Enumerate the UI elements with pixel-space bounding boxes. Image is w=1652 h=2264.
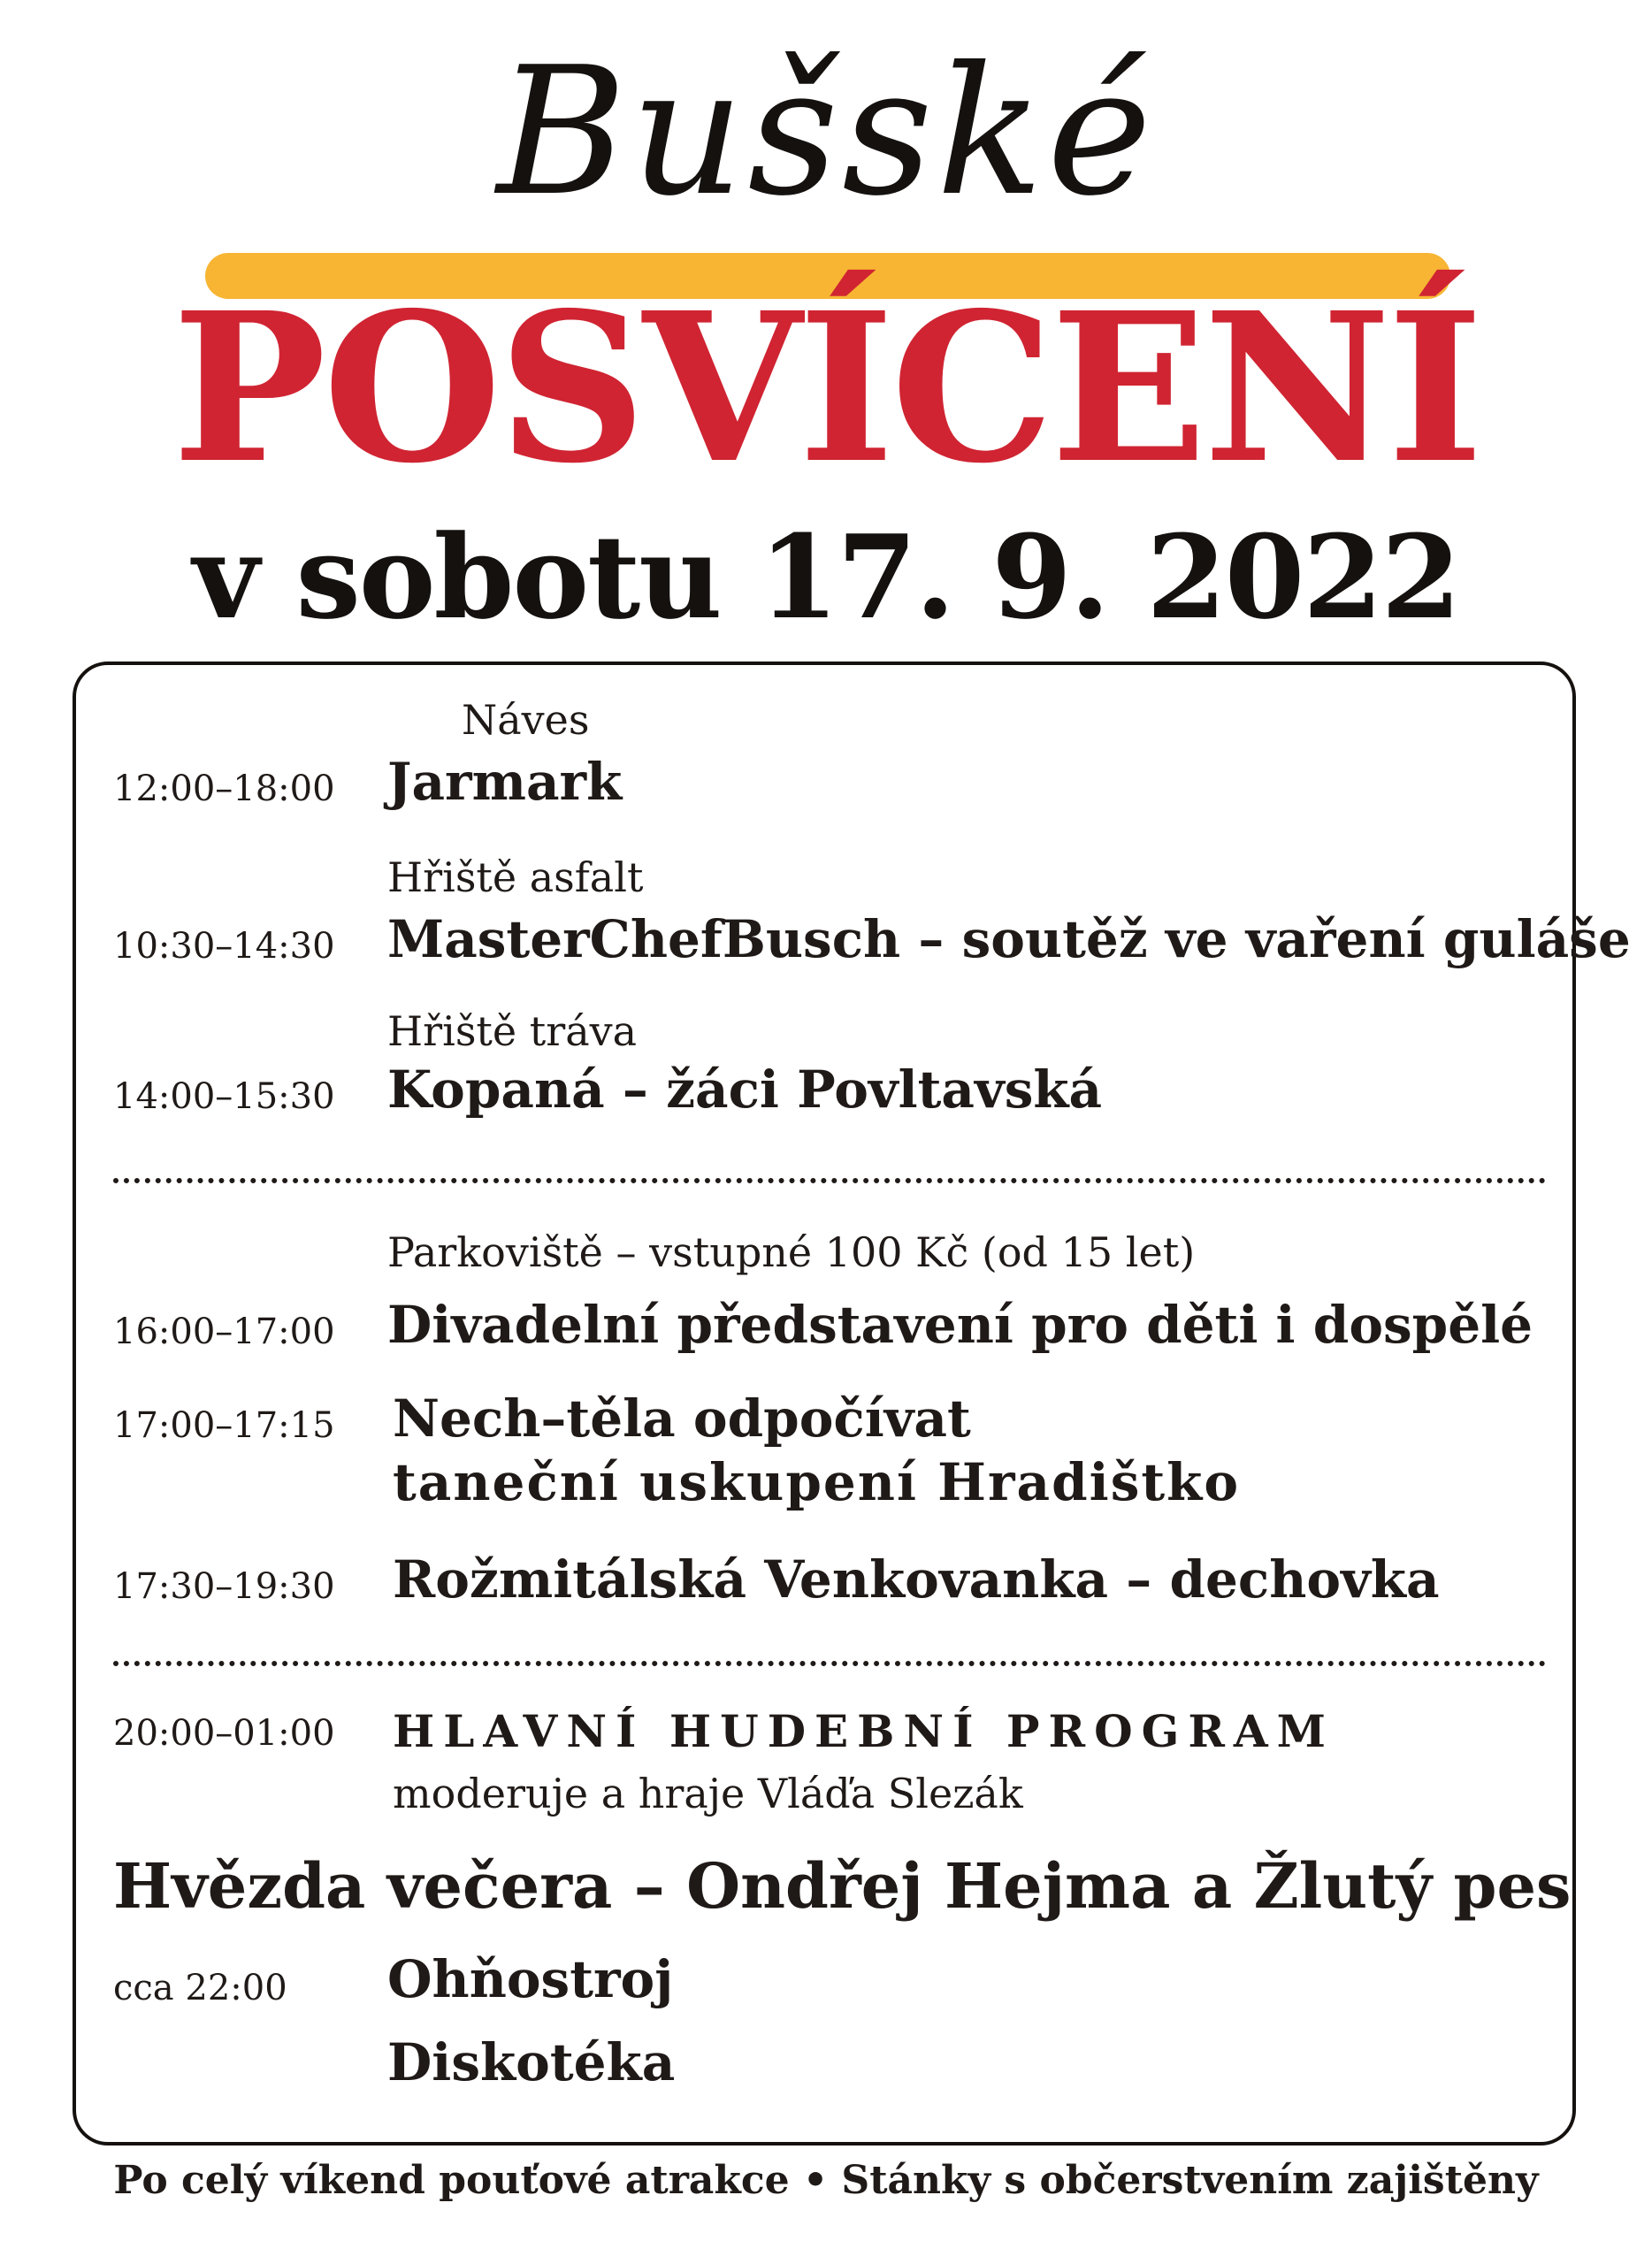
location-label: Parkoviště – vstupné 100 Kč (od 15 let)	[387, 1228, 1196, 1276]
time-label: 14:00–15:30	[113, 1076, 335, 1117]
location-label: Hřiště tráva	[387, 1007, 638, 1055]
time-label: 17:30–19:30	[113, 1566, 335, 1607]
time-label: cca 22:00	[113, 1968, 287, 2008]
location-label: Hřiště asfalt	[387, 853, 644, 901]
poster-header	[0, 0, 1652, 654]
script-title: Bušské	[496, 29, 1156, 235]
event-title: Ohňostroj	[387, 1949, 674, 2009]
event-title: Divadelní představení pro děti i dospělé	[387, 1295, 1533, 1355]
main-program-headline: HLAVNÍ HUDEBNÍ PROGRAM	[393, 1705, 1335, 1757]
main-title: POSVÍCENÍ	[172, 267, 1480, 509]
footer-note: Po celý víkend pouťové atrakce • Stánky s občerstvením zajištěny	[113, 2158, 1539, 2203]
program-box	[73, 662, 1631, 2145]
time-label: 12:00–18:00	[113, 769, 335, 809]
star-of-evening: Hvězda večera – Ondřej Hejma a Žlutý pes	[113, 1849, 1572, 1923]
event-title: Diskotéka	[387, 2032, 676, 2092]
event-title: Kopaná – žáci Povltavská	[387, 1059, 1103, 1120]
event-date: v sobotu 17. 9. 2022	[192, 509, 1460, 645]
event-title: MasterChefBusch – soutěž ve vaření guláše	[387, 909, 1631, 969]
location-label: Náves	[462, 696, 590, 744]
time-label: 17:00–17:15	[113, 1405, 335, 1446]
time-label: 20:00–01:00	[113, 1713, 335, 1754]
event-subtitle: taneční uskupení Hradištko	[393, 1452, 1241, 1512]
event-title: Nech–těla odpočívat	[393, 1388, 971, 1449]
time-label: 10:30–14:30	[113, 926, 335, 967]
dotted-divider	[113, 1178, 1546, 1183]
event-title: Rožmitálská Venkovanka – dechovka	[393, 1549, 1440, 1610]
event-title: Jarmark	[387, 752, 623, 812]
dotted-divider	[113, 1661, 1546, 1666]
time-label: 16:00–17:00	[113, 1312, 335, 1352]
moderator-line: moderuje a hraje Vláďa Slezák	[393, 1770, 1023, 1817]
